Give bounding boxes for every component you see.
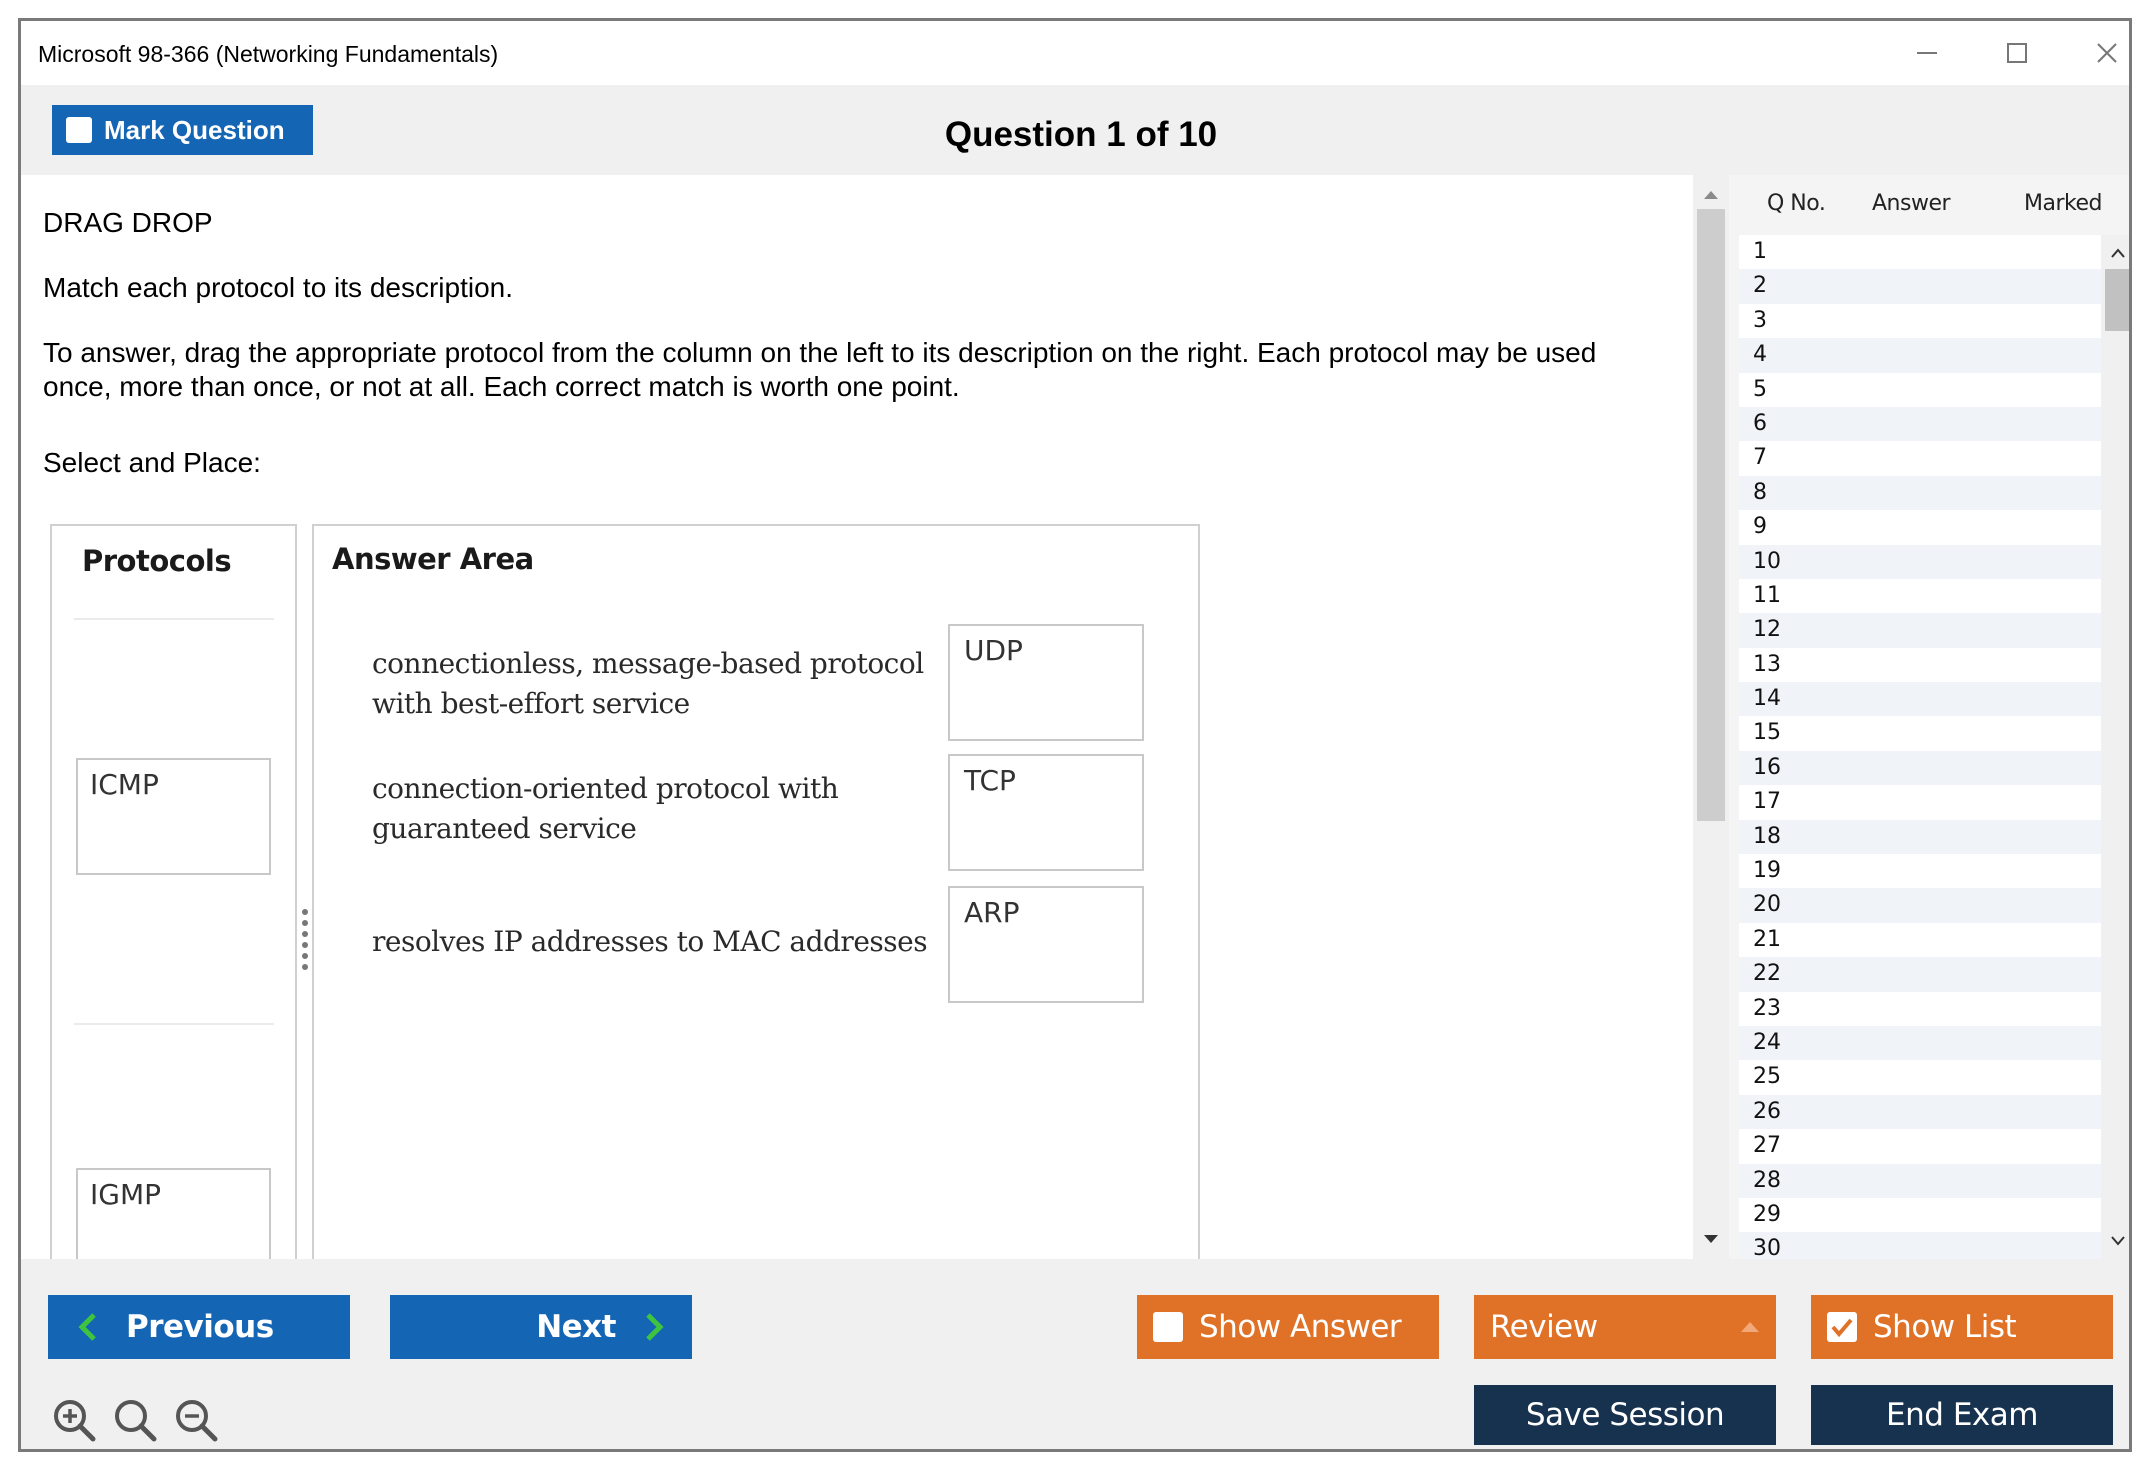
question-list-row[interactable]: 29 xyxy=(1753,1201,1781,1227)
protocol-item-igmp[interactable]: IGMP xyxy=(76,1168,271,1259)
question-content xyxy=(21,175,1693,1259)
question-list-row[interactable]: 1 xyxy=(1753,239,1767,264)
question-list-row[interactable]: 11 xyxy=(1753,582,1781,608)
question-list-row[interactable]: 20 xyxy=(1739,888,2101,922)
question-list-row[interactable]: 28 xyxy=(1739,1164,2101,1198)
answer-slot-2[interactable]: TCP xyxy=(948,754,1144,871)
chevron-left-icon xyxy=(76,1312,100,1342)
question-list-row[interactable]: 3 xyxy=(1753,307,1767,333)
column-resize-handle[interactable] xyxy=(302,909,308,973)
previous-button[interactable] xyxy=(48,1295,350,1359)
description-line: with best-effort service xyxy=(372,687,690,720)
question-list-row[interactable]: 16 xyxy=(1739,751,2101,785)
show-list-label: Show List xyxy=(1873,1309,2017,1345)
protocols-column xyxy=(50,524,297,1259)
review-dropdown[interactable] xyxy=(1474,1295,1776,1359)
question-list-body xyxy=(1739,235,2101,1259)
select-and-place-label: Select and Place: xyxy=(43,447,261,478)
next-label: Next xyxy=(536,1309,616,1345)
question-list-row[interactable]: 18 xyxy=(1739,820,2101,854)
checkbox-checked-icon xyxy=(1827,1312,1857,1342)
mark-question-button[interactable] xyxy=(52,105,313,155)
question-list-row[interactable]: 25 xyxy=(1753,1064,1781,1090)
question-list-row[interactable]: 5 xyxy=(1753,376,1767,402)
save-session-label: Save Session xyxy=(1525,1397,1725,1433)
maximize-icon xyxy=(2005,41,2029,65)
minimize-button[interactable] xyxy=(1897,31,1957,75)
drag-drop-exhibit xyxy=(50,524,1200,1259)
chevron-down-icon[interactable] xyxy=(2101,1229,2132,1253)
show-answer-button[interactable] xyxy=(1137,1295,1439,1359)
content-scrollbar[interactable] xyxy=(1693,175,1729,1259)
qno-column-header[interactable]: Q No. xyxy=(1767,191,1826,216)
question-list-row[interactable]: 6 xyxy=(1739,407,2101,441)
answer-area-heading: Answer Area xyxy=(332,542,534,576)
scroll-thumb[interactable] xyxy=(1697,209,1725,821)
question-list-row[interactable]: 17 xyxy=(1753,789,1781,815)
question-list-row[interactable]: 21 xyxy=(1753,926,1781,952)
question-list-row[interactable]: 26 xyxy=(1739,1095,2101,1129)
protocols-heading: Protocols xyxy=(82,544,232,578)
divider xyxy=(74,1023,274,1025)
chevron-right-icon xyxy=(642,1312,666,1342)
app-window xyxy=(18,18,2132,1452)
description-line: resolves IP addresses to MAC addresses xyxy=(372,925,928,958)
description-row-2 xyxy=(372,769,838,849)
question-list-row[interactable]: 15 xyxy=(1753,720,1781,746)
question-list-row[interactable]: 4 xyxy=(1739,338,2101,372)
description-row-1 xyxy=(372,644,924,724)
scroll-thumb[interactable] xyxy=(2105,269,2131,331)
close-button[interactable] xyxy=(2077,31,2132,75)
end-exam-label: End Exam xyxy=(1886,1397,2038,1433)
checkbox-icon xyxy=(1153,1312,1183,1342)
save-session-button[interactable] xyxy=(1474,1385,1776,1445)
protocol-item-icmp[interactable]: ICMP xyxy=(76,758,271,875)
question-list-row[interactable]: 19 xyxy=(1753,858,1781,884)
question-list-row[interactable]: 24 xyxy=(1739,1026,2101,1060)
show-list-button[interactable] xyxy=(1811,1295,2113,1359)
question-list-row[interactable]: 12 xyxy=(1739,613,2101,647)
question-list-row[interactable]: 8 xyxy=(1739,476,2101,510)
show-answer-label: Show Answer xyxy=(1199,1309,1402,1345)
checkbox-icon xyxy=(66,117,92,143)
mark-question-label: Mark Question xyxy=(104,114,285,145)
answer-area xyxy=(312,524,1200,1259)
minimize-icon xyxy=(1915,41,1939,65)
description-line: guaranteed service xyxy=(372,812,637,845)
description-line: connection-oriented protocol with xyxy=(372,772,839,805)
question-stem: Match each protocol to its description. xyxy=(43,272,514,303)
maximize-button[interactable] xyxy=(1987,31,2047,75)
review-label: Review xyxy=(1490,1309,1598,1345)
question-list-row[interactable]: 27 xyxy=(1753,1133,1781,1159)
question-type: DRAG DROP xyxy=(43,207,213,238)
question-instructions: To answer, drag the appropriate protocol from the column on the left to its description on the right. Each protocol may be used once, more than once, or not at all. Each correct match is worth one point. xyxy=(43,337,1597,402)
close-icon xyxy=(2095,41,2119,65)
question-list-row[interactable]: 30 xyxy=(1739,1232,2101,1259)
question-list-row[interactable]: 22 xyxy=(1739,957,2101,991)
question-list-row[interactable]: 23 xyxy=(1753,995,1781,1021)
question-list-row[interactable]: 9 xyxy=(1753,514,1767,540)
answer-slot-1[interactable]: UDP xyxy=(948,624,1144,741)
zoom-reset-icon[interactable] xyxy=(112,1397,158,1443)
question-list-row[interactable]: 14 xyxy=(1739,682,2101,716)
scroll-up-arrow-icon[interactable] xyxy=(1693,185,1729,205)
question-list-row[interactable]: 13 xyxy=(1753,651,1781,677)
divider xyxy=(74,618,274,620)
description-row-3 xyxy=(372,922,927,962)
answer-slot-3[interactable]: ARP xyxy=(948,886,1144,1003)
description-line: connectionless, message-based protocol xyxy=(372,647,924,680)
caret-up-icon xyxy=(1740,1321,1760,1333)
zoom-in-icon[interactable] xyxy=(51,1397,97,1443)
question-list-row[interactable]: 2 xyxy=(1739,269,2101,303)
window-title: Microsoft 98-366 (Networking Fundamentals) xyxy=(38,41,499,67)
zoom-out-icon[interactable] xyxy=(173,1397,219,1443)
marked-column-header[interactable]: Marked xyxy=(2024,191,2102,216)
chevron-up-icon[interactable] xyxy=(2101,241,2132,265)
navigation-footer xyxy=(21,1259,2129,1452)
exam-header xyxy=(21,85,2129,175)
title-bar xyxy=(21,21,2129,85)
question-list-scrollbar[interactable] xyxy=(2101,235,2132,1259)
question-list-row[interactable]: 7 xyxy=(1753,445,1767,471)
next-button[interactable] xyxy=(390,1295,692,1359)
previous-label: Previous xyxy=(126,1309,274,1345)
question-list-row[interactable]: 10 xyxy=(1739,545,2101,579)
question-list-header xyxy=(1729,175,2132,229)
question-counter: Question 1 of 10 xyxy=(944,115,1218,154)
question-list-panel xyxy=(1729,175,2132,1259)
answer-column-header[interactable]: Answer xyxy=(1872,191,1951,216)
end-exam-button[interactable] xyxy=(1811,1385,2113,1445)
scroll-down-arrow-icon[interactable] xyxy=(1693,1229,1729,1249)
